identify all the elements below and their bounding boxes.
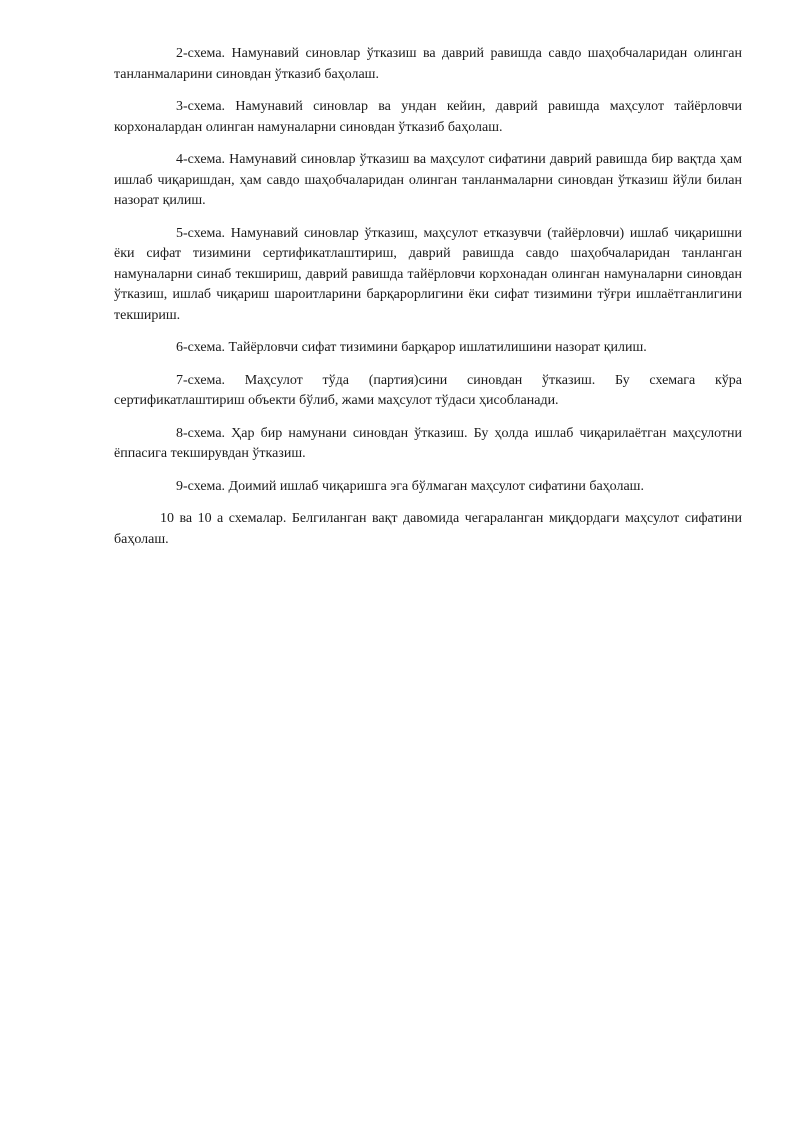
paragraph-scheme-6: 6-схема. Тайёрловчи сифат тизимини барқарор ишлатилишини назорат қилиш. (176, 340, 647, 355)
paragraph-scheme-4: 4-схема. Намунавий синовлар ўтказиш ва маҳсулот сифатини даврий равишда бир вақтда ҳам ишлаб чиқаришдан, ҳам савдо шаҳобчаларидан олинган танланмаларни синовдан ўтказиш йўли билан назорат қилиш. (114, 152, 742, 208)
paragraph-scheme-10: 10 ва 10 а схемалар. Белгиланган вақт давомида чегараланган миқдордаги маҳсулот сифатини баҳолаш. (114, 511, 742, 547)
paragraph-scheme-5: 5-схема. Намунавий синовлар ўтказиш, маҳсулот етказувчи (тайёрловчи) ишлаб чиқаришни ёки сифат тизимини сертификатлаштириш, даврий равишда савдо шаҳобчаларидан танланган намуналарни синаб текшириш, даврий равишда тайёрловчи корхонадан олинган намуналарни синовдан ўтказиш, ишлаб чиқариш шароитларини барқарорлигини ёки сифат тизимини тўғри ишлаётганлигини текшириш. (114, 225, 742, 323)
paragraph-scheme-7: 7-схема. Маҳсулот тўда (партия)сини синовдан ўтказиш. Бу схемага кўра сертификатлаштириш объекти бўлиб, жами маҳсулот тўдаси ҳисобланади. (114, 372, 742, 408)
paragraph-scheme-8: 8-схема. Ҳар бир намунани синовдан ўтказиш. Бу ҳолда ишлаб чиқарилаётган маҳсулотни ёппасига текширувдан ўтказиш. (114, 425, 742, 461)
paragraph-scheme-9: 9-схема. Доимий ишлаб чиқаришга эга бўлмаган маҳсулот сифатини баҳолаш. (176, 478, 644, 494)
paragraph-scheme-3: 3-схема. Намунавий синовлар ва ундан кейин, даврий равишда маҳсулот тайёрловчи корхоналардан олинган намуналарни синовдан ўтказиб баҳолаш. (114, 99, 742, 135)
paragraph-scheme-2: 2-схема. Намунавий синовлар ўтказиш ва даврий равишда савдо шаҳобчаларидан олинган танланмаларини синовдан ўтказиб баҳолаш. (114, 46, 742, 82)
document-page (114, 44, 742, 562)
